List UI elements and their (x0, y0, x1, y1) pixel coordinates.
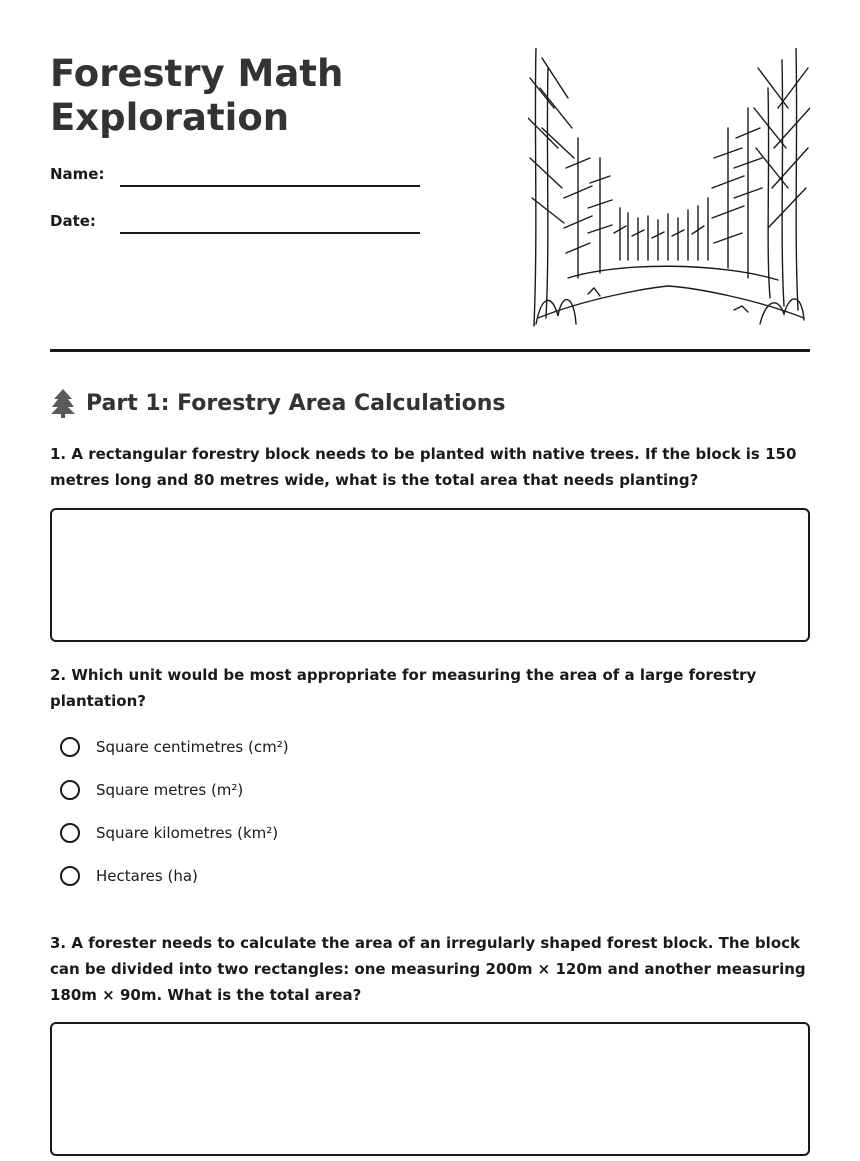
forest-illustration (528, 48, 810, 328)
worksheet-header (50, 0, 810, 352)
part-1-heading (50, 388, 506, 418)
question-1-text: 1. A rectangular forestry block needs to be planted with native trees. If the block is 150 metres long and 80 metres wide, what is the total area that needs planting? (50, 445, 797, 489)
evergreen-tree-icon (50, 388, 76, 418)
option-label: Square metres (m²) (96, 780, 244, 799)
name-input-line[interactable] (120, 185, 420, 187)
name-field[interactable] (50, 165, 420, 195)
question-2-options (60, 725, 289, 897)
radio-button[interactable] (60, 866, 80, 886)
question-3-answer-box[interactable] (50, 1022, 810, 1156)
option-square-centimetres[interactable] (60, 725, 289, 768)
name-label: Name: (50, 165, 105, 183)
worksheet-title (50, 52, 343, 140)
option-square-kilometres[interactable] (60, 811, 289, 854)
radio-button[interactable] (60, 780, 80, 800)
radio-button[interactable] (60, 737, 80, 757)
question-1-answer-box[interactable] (50, 508, 810, 642)
date-label: Date: (50, 212, 96, 230)
option-hectares[interactable] (60, 854, 289, 897)
date-input-line[interactable] (120, 232, 420, 234)
title-line-1: Forestry Math (50, 52, 344, 95)
question-2-text: 2. Which unit would be most appropriate for measuring the area of a large forestry plantation? (50, 666, 757, 710)
option-label: Hectares (ha) (96, 866, 198, 885)
date-field[interactable] (50, 212, 420, 242)
title-line-2: Exploration (50, 96, 290, 139)
question-3-text: 3. A forester needs to calculate the area of an irregularly shaped forest block. The block can be divided into two rectangles: one measuring 200m × 120m and another measuring 180m × 90m. What is the total area? (50, 934, 806, 1004)
radio-button[interactable] (60, 823, 80, 843)
worksheet-page (50, 0, 810, 1004)
option-label: Square centimetres (cm²) (96, 737, 289, 756)
option-square-metres[interactable] (60, 768, 289, 811)
option-label: Square kilometres (km²) (96, 823, 279, 842)
part-1-heading-text: Part 1: Forestry Area Calculations (86, 390, 506, 416)
